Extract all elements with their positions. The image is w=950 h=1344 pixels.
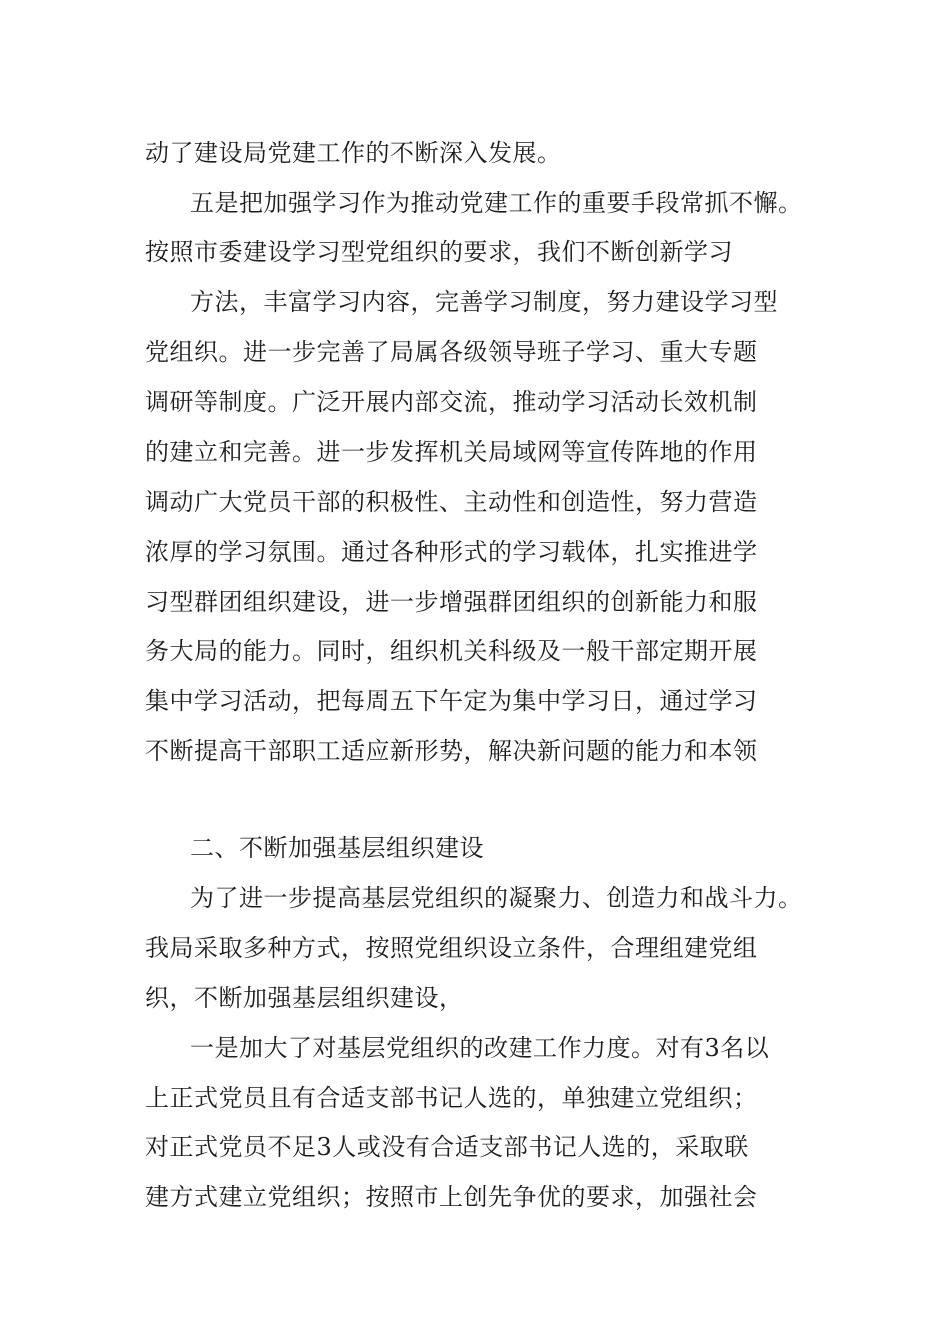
text-line: 上正式党员且有合适支部书记人选的，单独建立党组织； (145, 1084, 758, 1112)
text-line: 务大局的能力。同时，组织机关科级及一般干部定期开展 (145, 637, 758, 665)
text-line: 五是把加强学习作为推动党建工作的重要手段常抓不懈。 (190, 189, 803, 217)
text-line: 按照市委建设学习型党组织的要求，我们不断创新学习 (145, 238, 733, 266)
text-line: 不断提高干部职工适应新形势，解决新问题的能力和本领 (145, 737, 758, 765)
text-line: 调动广大党员干部的积极性、主动性和创造性，努力营造 (145, 488, 758, 516)
text-line: 习型群团组织建设，进一步增强群团组织的创新能力和服 (145, 588, 758, 616)
text-line: 方法，丰富学习内容，完善学习制度，努力建设学习型 (190, 288, 778, 316)
text-line: 集中学习活动，把每周五下午定为集中学习日，通过学习 (145, 687, 758, 715)
section-heading: 二、不断加强基层组织建设 (190, 834, 484, 862)
text-line: 浓厚的学习氛围。通过各种形式的学习载体，扎实推进学 (145, 538, 758, 566)
text-line: 对正式党员不足3人或没有合适支部书记人选的，采取联 (145, 1133, 749, 1161)
text-line: 党组织。进一步完善了局属各级领导班子学习、重大专题 (145, 338, 758, 366)
text-line: 动了建设局党建工作的不断深入发展。 (145, 139, 562, 167)
text-line: 我局采取多种方式，按照党组织设立条件，合理组建党组 (145, 934, 758, 962)
text-line: 的建立和完善。进一步发挥机关局域网等宣传阵地的作用 (145, 438, 758, 466)
text-line: 织，不断加强基层组织建设， (145, 984, 464, 1012)
text-line: 为了进一步提高基层党组织的凝聚力、创造力和战斗力。 (190, 884, 803, 912)
text-line: 一是加大了对基层党组织的改建工作力度。对有3名以 (190, 1034, 770, 1062)
text-line: 建方式建立党组织；按照市上创先争优的要求，加强社会 (145, 1183, 758, 1211)
text-line: 调研等制度。广泛开展内部交流，推动学习活动长效机制 (145, 388, 758, 416)
